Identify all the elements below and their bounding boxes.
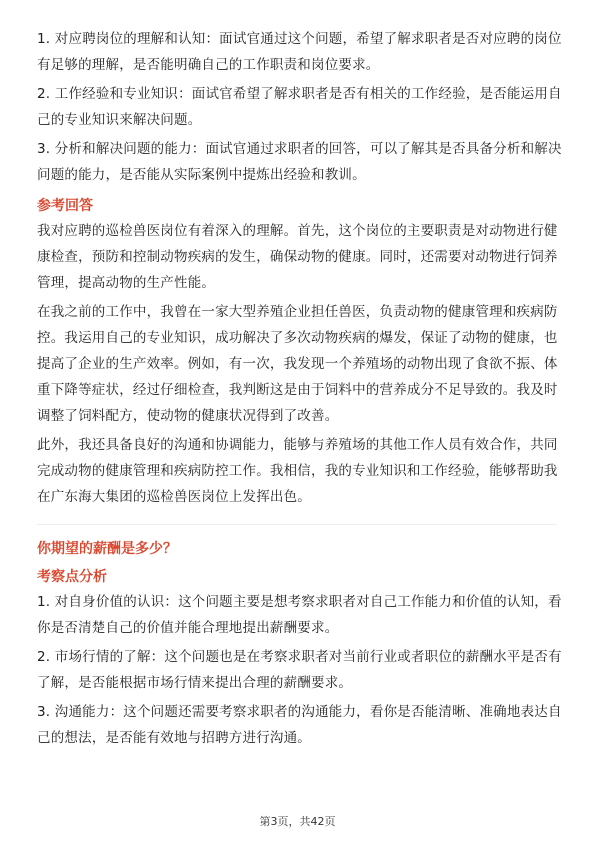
- answer-paragraph-3: 此外，我还具备良好的沟通和协调能力，能够与养殖场的其他工作人员有效合作，共同完成动物的健康管理和疾病防控工作。我相信，我的专业知识和工作经验，能够帮助我在广东海大集团的巡检兽医岗位上发挥出色。: [37, 437, 558, 505]
- page-number: 第3页，共42页: [259, 815, 336, 828]
- criterion-communication: 3. 沟通能力：这个问题还需要考察求职者的沟通能力，看你是否能清晰、准确地表达自己的想法，是否能有效地与招聘方进行沟通。: [37, 704, 562, 746]
- document-page: [37, 26, 562, 754]
- answer-paragraph-2: 在我之前的工作中，我曾在一家大型养殖企业担任兽医，负责动物的健康管理和疾病防控。我运用自己的专业知识，成功解决了多次动物疾病的爆发，保证了动物的健康，也提高了企业的生产效率。例如，有一次，我发现一个养殖场的动物出现了食欲不振、体重下降等症状，经过仔细检查，我判断这是由于饲料中的营养成分不足导致的。我及时调整了饲料配方，使动物的健康状况得到了改善。: [37, 304, 558, 424]
- analysis-heading: 考察点分析: [37, 569, 107, 585]
- criterion-problem-solving: 3. 分析和解决问题的能力：面试官通过求职者的回答，可以了解其是否具备分析和解决问题的能力，是否能从实际案例中提炼出经验和教训。: [37, 141, 562, 183]
- answer-paragraph-1: 我对应聘的巡检兽医岗位有着深入的理解。首先，这个岗位的主要职责是对动物进行健康检查，预防和控制动物疾病的发生，确保动物的健康。同时，还需要对动物进行饲养管理，提高动物的生产性能。: [37, 223, 558, 291]
- criterion-self-value: 1. 对自身价值的认识：这个问题主要是想考察求职者对自己工作能力和价值的认知，看你是否清楚自己的价值并能合理地提出薪酬要求。: [37, 594, 562, 636]
- question-heading: 你期望的薪酬是多少？: [37, 541, 177, 557]
- criterion-market: 2. 市场行情的了解：这个问题也是在考察求职者对当前行业或者职位的薪酬水平是否有了解，是否能根据市场行情来提出合理的薪酬要求。: [37, 649, 562, 691]
- criterion-experience: 2. 工作经验和专业知识：面试官希望了解求职者是否有相关的工作经验，是否能运用自己的专业知识来解决问题。: [37, 86, 562, 128]
- section-divider: [37, 524, 557, 525]
- answer-heading: 参考回答: [37, 198, 93, 214]
- criterion-understanding: 1. 对应聘岗位的理解和认知：面试官通过这个问题，希望了解求职者是否对应聘的岗位有足够的理解，是否能明确自己的工作职责和岗位要求。: [37, 31, 562, 73]
